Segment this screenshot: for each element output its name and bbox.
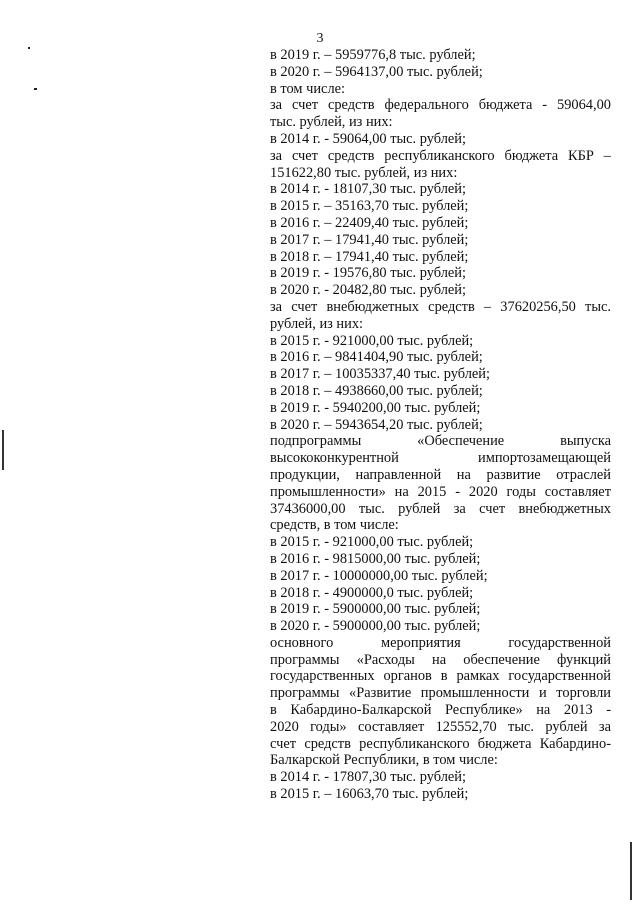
text-line: в 2019 г. – 5959776,8 тыс. рублей;	[270, 47, 476, 63]
scan-edge-mark	[2, 430, 4, 470]
text-line: в 2020 г. - 20482,80 тыс. рублей;	[270, 282, 466, 299]
text-line: в 2015 г. – 16063,70 тыс. рублей;	[270, 786, 469, 803]
text-line: программы «Расходы на обеспечение функций	[270, 651, 611, 668]
scan-speck	[34, 88, 37, 90]
text-line: подпрограммы «Обеспечение выпуска	[270, 433, 611, 450]
text-line: программы «Развитие промышленности и торговли	[270, 685, 611, 702]
text-line: в 2017 г. – 10035337,40 тыс. рублей;	[270, 366, 490, 383]
text-line: тыс. рублей, из них:	[270, 114, 393, 131]
text-line: в Кабардино-Балкарской Республике» на 2013 -	[270, 702, 611, 719]
text-line: основного мероприятия государственной	[270, 634, 611, 651]
text-line: средств, в том числе:	[270, 517, 399, 534]
text-line: высококонкурентной импортозамещающей	[270, 450, 611, 467]
text-line: в 2018 г. – 4938660,00 тыс. рублей;	[270, 382, 483, 399]
text-line: за счет средств федерального бюджета - 59064,00	[270, 97, 611, 114]
text-line: в 2019 г. - 5940200,00 тыс. рублей;	[270, 399, 481, 416]
text-line: в 2014 г. - 17807,30 тыс. рублей;	[270, 769, 466, 786]
text-line: рублей, из них:	[270, 315, 364, 332]
text-line: в 2017 г. – 17941,40 тыс. рублей;	[270, 231, 469, 248]
text-line: в 2015 г. - 921000,00 тыс. рублей;	[270, 534, 474, 551]
text-line: в 2018 г. – 17941,40 тыс. рублей;	[270, 248, 469, 265]
text-line: в том числе:	[270, 80, 346, 97]
text-line: в 2020 г. – 5964137,00 тыс. рублей;	[270, 63, 483, 80]
scan-edge-mark	[630, 842, 632, 900]
text-line: в 2015 г. - 921000,00 тыс. рублей;	[270, 332, 474, 349]
text-line: в 2019 г. - 19576,80 тыс. рублей;	[270, 265, 466, 282]
text-line: в 2016 г. – 9841404,90 тыс. рублей;	[270, 349, 483, 366]
text-line: в 2018 г. - 4900000,0 тыс. рублей;	[270, 584, 474, 601]
text-line: в 2015 г. – 35163,70 тыс. рублей;	[270, 198, 469, 215]
text-line: Балкарской Республики, в том числе:	[270, 752, 498, 769]
page-number: 3	[316, 31, 324, 46]
text-line: продукции, направленной на развитие отраслей	[270, 466, 611, 483]
text-line: государственных органов в рамках государственной	[270, 668, 611, 685]
text-line: промышленности» на 2015 - 2020 годы составляет	[270, 483, 611, 500]
text-line: в 2014 г. - 18107,30 тыс. рублей;	[270, 181, 466, 198]
text-line: в 2017 г. - 10000000,00 тыс. рублей;	[270, 567, 488, 584]
text-line: в 2014 г. - 59064,00 тыс. рублей;	[270, 130, 466, 147]
text-line: в 2020 г. – 5943654,20 тыс. рублей;	[270, 416, 483, 433]
text-line: в 2016 г. – 22409,40 тыс. рублей;	[270, 214, 469, 231]
text-line: за счет внебюджетных средств – 37620256,50 тыс.	[270, 298, 611, 315]
text-column	[270, 47, 611, 803]
text-line: 2020 годы» составляет 125552,70 тыс. рублей за	[270, 718, 611, 735]
text-line: 151622,80 тыс. рублей, из них:	[270, 164, 458, 181]
scan-speck	[28, 47, 30, 49]
text-line: за счет средств республиканского бюджета КБР –	[270, 147, 611, 164]
text-line: в 2020 г. - 5900000,00 тыс. рублей;	[270, 618, 481, 635]
text-line: в 2019 г. - 5900000,00 тыс. рублей;	[270, 601, 481, 618]
text-line: в 2016 г. - 9815000,00 тыс. рублей;	[270, 550, 481, 567]
text-line: 37436000,00 тыс. рублей за счет внебюджетных	[270, 500, 611, 517]
text-line: счет средств республиканского бюджета Кабардино-	[270, 735, 611, 752]
